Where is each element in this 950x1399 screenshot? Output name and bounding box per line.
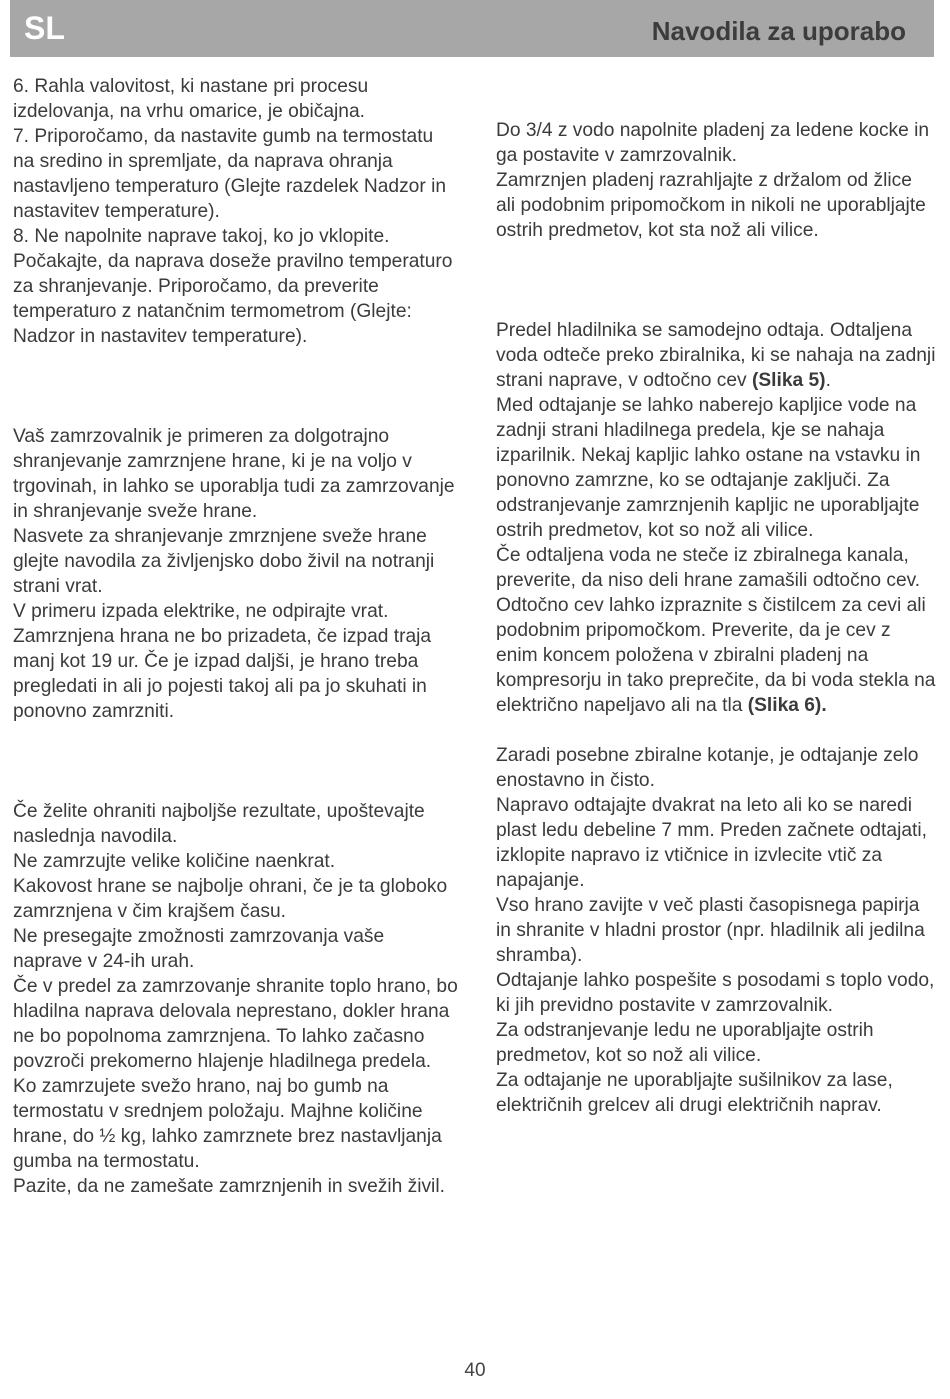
right-column	[496, 118, 936, 1118]
paragraph: Kakovost hrane se najbolje ohrani, če je ta globoko zamrznjena v čim krajšem času.	[13, 876, 448, 922]
left-block-freezer-use	[13, 424, 458, 724]
paragraph: Če v predel za zamrzovanje shranite toplo hrano, bo hladilna naprava delovala neprestano, dokler hrana ne bo popolnoma zamrznjena. To lahko začasno povzroči prekomerno hlajenje hladilnega predela.	[13, 976, 458, 1072]
paragraph: Zamrznjen pladenj razrahljajte z držalom od žlice ali podobnim pripomočkom in nikoli ne uporabljajte ostrih predmetov, kot sta nož ali vilice.	[496, 170, 926, 241]
paragraph: V primeru izpada elektrike, ne odpirajte vrat. Zamrznjena hrana ne bo prizadeta, če izpad traja manj kot 19 ur. Če je izpad daljši, je hrano treba pregledati in ali jo pojesti takoj ali pa jo skuhati in ponovno zamrzniti.	[13, 601, 432, 722]
paragraph: 6. Rahla valovitost, ki nastane pri procesu izdelovanja, na vrhu omarice, je običajna.	[13, 76, 369, 122]
page-number: 40	[464, 1360, 486, 1381]
paragraph: Vso hrano zavijte v več plasti časopisnega papirja in shranite v hladni prostor (npr. hladilnik ali jedilna shramba).	[496, 895, 925, 966]
paragraph: Če želite ohraniti najboljše rezultate, upoštevajte naslednja navodila.	[13, 801, 425, 847]
paragraph: Odtajanje lahko pospešite s posodami s toplo vodo, ki jih previdno postavite v zamrzovalnik.	[496, 970, 935, 1016]
paragraph: 7. Priporočamo, da nastavite gumb na termostatu na sredino in spremljate, da naprava ohranja nastavljeno temperaturo (Glejte razdelek Nadzor in nastavitev temperature).	[13, 126, 447, 222]
paragraph: Do 3/4 z vodo napolnite pladenj za ledene kocke in ga postavite v zamrzovalnik.	[496, 120, 930, 166]
left-block-installation	[13, 74, 458, 349]
page-header	[10, 0, 934, 57]
paragraph: Predel hladilnika se samodejno odtaja. Odtaljena voda odteče preko zbiralnika, ki se nahaja na zadnji strani naprave, v odtočno cev (Slika 5).	[496, 320, 936, 391]
figure-reference: (Slika 6).	[747, 695, 827, 716]
paragraph: Nasvete za shranjevanje zmrznjene sveže hrane glejte navodila za življenjsko dobo živil na notranji strani vrat.	[13, 526, 435, 597]
paragraph: Zaradi posebne zbiralne kotanje, je odtajanje zelo enostavno in čisto.	[496, 745, 919, 791]
paragraph: Za odstranjevanje ledu ne uporabljajte ostrih predmetov, kot so nož ali vilice.	[496, 1020, 874, 1066]
paragraph: 8. Ne napolnite naprave takoj, ko jo vklopite. Počakajte, da naprava doseže pravilno temperaturo za shranjevanje. Priporočamo, da preverite temperaturo z natančnim termometrom (Glejte: Nadzor in nastavitev temperature).	[13, 226, 453, 347]
paragraph: Ne presegajte zmožnosti zamrzovanja vaše naprave v 24-ih urah.	[13, 926, 385, 972]
left-block-freezing-tips	[13, 799, 458, 1199]
document-title: Navodila za uporabo	[651, 16, 906, 46]
paragraph: Ko zamrzujete svežo hrano, naj bo gumb na termostatu v srednjem položaju. Majhne količine hrane, do ½ kg, lahko zamrznete brez nastavljanja gumba na termostatu.	[13, 1076, 442, 1172]
paragraph: Med odtajanje se lahko naberejo kapljice vode na zadnji strani hladilnega predela, kje se nahaja izparilnik. Nekaj kapljic lahko ostane na vstavku in ponovno zamrzne, ko se odtajanje zaključi. Za odstranjevanje zamrznjenih kapljic ne uporabljajte ostrih predmetov, kot so nož ali vilice.	[496, 395, 921, 541]
paragraph: Pazite, da ne zamešate zamrznjenih in svežih živil.	[13, 1176, 445, 1197]
right-block-ice-cubes	[496, 118, 936, 243]
language-code: SL	[24, 10, 65, 46]
right-block-fridge-defrost	[496, 318, 936, 718]
figure-reference: (Slika 5)	[751, 370, 826, 391]
paragraph: Če odtaljena voda ne steče iz zbiralnega kanala, preverite, da niso deli hrane zamašili odtočno cev. Odtočno cev lahko izpraznite s čistilcem za cevi ali podobnim pripomočkom. Preverite, da je cev z enim koncem položena v zbiralni pladenj na kompresorju in tako preprečite, da bi voda stekla na električno napeljavo ali na tla (Slika 6).	[496, 545, 936, 716]
paragraph: Vaš zamrzovalnik je primeren za dolgotrajno shranjevanje zamrznjene hrane, ki je na voljo v trgovinah, in lahko se uporablja tudi za zamrzovanje in shranjevanje sveže hrane.	[13, 426, 455, 522]
paragraph: Ne zamrzujte velike količine naenkrat.	[13, 851, 336, 872]
paragraph: Za odtajanje ne uporabljajte sušilnikov za lase, električnih grelcev ali drugi električnih naprav.	[496, 1070, 893, 1116]
left-column	[13, 74, 458, 1199]
paragraph: Napravo odtajajte dvakrat na leto ali ko se naredi plast ledu debeline 7 mm. Preden začnete odtajati, izklopite napravo iz vtičnice in izvlecite vtič za napajanje.	[496, 795, 927, 891]
right-block-freezer-defrost	[496, 743, 936, 1118]
